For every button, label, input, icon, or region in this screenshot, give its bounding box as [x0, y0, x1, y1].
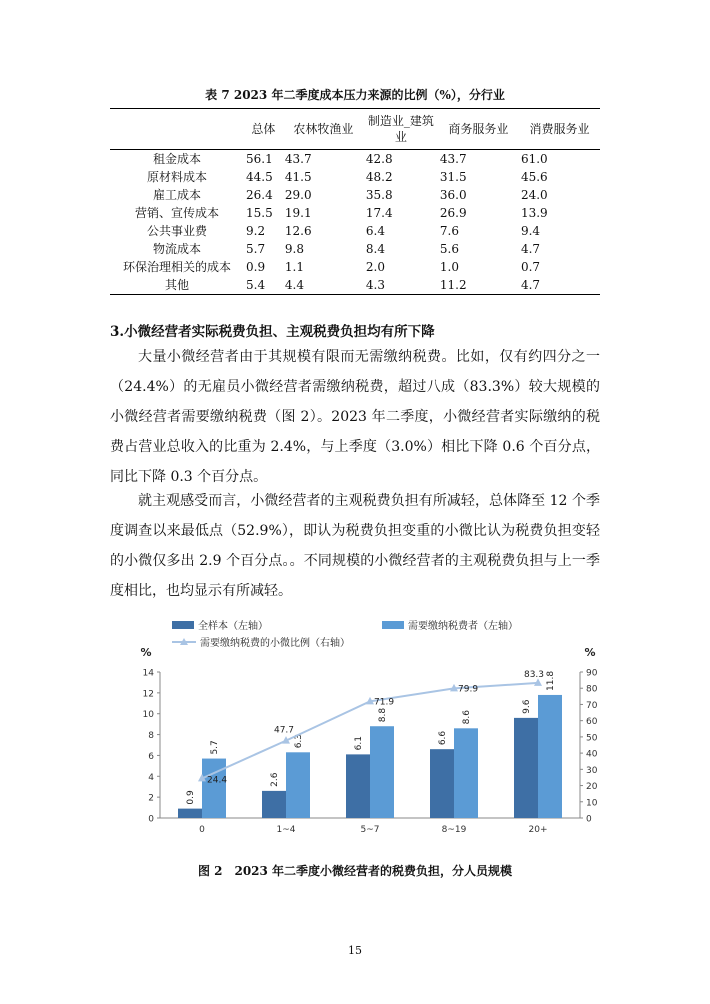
table-cell: 4.7 [520, 242, 541, 256]
left-axis-unit: % [140, 646, 152, 659]
line-value-label: 79.9 [458, 684, 479, 695]
table-cell: 9.4 [520, 224, 541, 238]
paragraph: 就主观感受而言，小微经营者的主观税费负担有所减轻，总体降至 12 个季度调查以来最低点（52.9%），即认为税费负担变重的小微比认为税费负担变轻的小微仅多出 2.9 个百分点。。不同规模的小微经营者的主观税费负担与上一季度相比，也均显示有所减轻。 [110, 493, 600, 599]
table-row [110, 240, 600, 258]
bar-value-label: 6.3 [294, 733, 304, 749]
table-cell: 36.0 [439, 188, 467, 202]
bar-full-sample [346, 754, 370, 818]
bar-value-label: 11.8 [546, 670, 556, 691]
header-cell [110, 109, 244, 150]
table-header-row [110, 109, 600, 150]
right-tick-label: 30 [586, 765, 598, 776]
bar-value-label: 9.6 [522, 699, 532, 714]
figure-caption: 图 2 2023 年二季度小微经营者的税费负担，分人员规模 [197, 864, 513, 878]
table-cell: 26.4 [246, 188, 273, 202]
table-cell: 0.9 [246, 260, 266, 274]
x-tick-label: 1~4 [276, 825, 296, 835]
legend-label: 全样本（左轴） [198, 621, 268, 632]
table-cell: 24.0 [520, 188, 548, 202]
bar-full-sample [178, 809, 202, 818]
right-tick-label: 90 [586, 668, 598, 679]
row-label: 租金成本 [152, 152, 201, 166]
table-cell: 6.4 [365, 224, 385, 238]
row-label: 原材料成本 [146, 170, 207, 184]
header-cell: 制造业_建筑业 [367, 114, 434, 144]
table-row [110, 222, 600, 240]
right-tick-label: 60 [586, 717, 598, 728]
table-row [110, 150, 600, 169]
table-cell: 45.6 [520, 170, 548, 184]
right-tick-label: 80 [586, 684, 598, 695]
table-cell: 9.2 [246, 224, 266, 238]
bar-value-label: 0.9 [186, 790, 196, 805]
row-label: 环保治理相关的成本 [122, 260, 231, 274]
header-cell: 总体 [251, 122, 276, 136]
table-cell: 5.7 [246, 242, 266, 256]
row-label: 公共事业费 [146, 224, 207, 238]
table-row [110, 276, 600, 295]
table-cell: 17.4 [365, 206, 393, 220]
left-tick-label: 14 [142, 668, 154, 679]
left-tick-label: 2 [148, 793, 154, 804]
table-row [110, 186, 600, 204]
bar-taxpayers [370, 726, 394, 818]
table-cell: 48.2 [365, 170, 393, 184]
bar-value-label: 5.7 [210, 740, 220, 755]
table-cell: 2.0 [365, 260, 385, 274]
left-tick-label: 4 [148, 772, 154, 783]
table-cell: 8.4 [365, 242, 385, 256]
bar-taxpayers [454, 728, 478, 818]
legend-label: 需要缴纳税费者（左轴） [408, 621, 518, 632]
legend-swatch-taxpayers [382, 621, 404, 629]
left-tick-label: 6 [148, 751, 154, 762]
x-tick-label: 20+ [528, 825, 548, 835]
right-tick-label: 10 [586, 798, 598, 809]
right-tick-label: 0 [586, 814, 592, 825]
left-tick-label: 0 [148, 814, 154, 825]
legend-label: 需要缴纳税费的小微比例（右轴） [200, 638, 350, 649]
bar-value-label: 6.1 [354, 736, 364, 751]
table-cell: 1.1 [284, 260, 304, 274]
table-row [110, 204, 600, 222]
cost-pressure-table [110, 108, 600, 295]
header-cell: 消费服务业 [529, 122, 590, 136]
row-label: 物流成本 [152, 242, 201, 256]
bar-value-label: 8.8 [378, 707, 388, 723]
header-cell: 农林牧渔业 [293, 122, 354, 136]
tax-burden-chart [120, 618, 610, 848]
table-cell: 4.4 [284, 278, 304, 292]
legend-swatch-full-sample [172, 621, 194, 629]
row-label: 营销、宣传成本 [134, 206, 219, 220]
table-cell: 43.7 [284, 152, 312, 166]
section-heading: 3.小微经营者实际税费负担、主观税费负担均有所下降 [110, 324, 435, 340]
table-cell: 43.7 [439, 152, 467, 166]
table-cell: 19.1 [284, 206, 312, 220]
bar-value-label: 6.6 [438, 730, 448, 746]
table-cell: 41.5 [284, 170, 312, 184]
line-value-label: 83.3 [523, 669, 545, 680]
table-cell: 0.7 [520, 260, 541, 274]
bar-full-sample [514, 718, 538, 818]
row-label: 其他 [164, 278, 189, 292]
header-cell: 商务服务业 [448, 122, 509, 136]
table-cell: 26.9 [439, 206, 467, 220]
left-tick-label: 10 [142, 710, 154, 721]
table-cell: 5.4 [246, 278, 266, 292]
paragraph: 大量小微经营者由于其规模有限而无需缴纳税费。比如，仅有约四分之一（24.4%）的无雇员小微经营者需缴纳税费，超过八成（83.3%）较大规模的小微经营者需要缴纳税费（图 2）。2023 年二季度，小微经营者实际缴纳的税费占营业总收入的比重为 2.4%，与上季度（3.0%）相比下降 0.6 个百分点，同比下降 0.3 个百分点。 [110, 349, 600, 485]
table-cell: 56.1 [246, 152, 273, 166]
table-cell: 44.5 [246, 170, 273, 184]
x-tick-label: 5~7 [360, 825, 380, 835]
table-cell: 29.0 [284, 188, 312, 202]
table-cell: 11.2 [439, 278, 467, 292]
table-cell: 4.3 [365, 278, 385, 292]
table-cell: 42.8 [365, 152, 393, 166]
line-value-label: 24.4 [207, 775, 228, 786]
bar-taxpayers [286, 752, 310, 818]
table-row [110, 258, 600, 276]
table-cell: 12.6 [284, 224, 312, 238]
table-cell: 61.0 [520, 152, 548, 166]
table-cell: 9.8 [284, 242, 304, 256]
bar-full-sample [430, 749, 454, 818]
table-cell: 31.5 [439, 170, 467, 184]
table-title: 表 7 2023 年二季度成本压力来源的比例（%），分行业 [205, 88, 505, 102]
table-cell: 7.6 [439, 224, 459, 238]
bar-value-label: 2.6 [270, 772, 280, 787]
x-tick-label: 0 [199, 825, 205, 835]
table-cell: 13.9 [520, 206, 548, 220]
line-value-label: 47.7 [273, 725, 295, 736]
table-cell: 35.8 [365, 188, 393, 202]
table-row [110, 168, 600, 186]
bar-taxpayers [538, 695, 562, 818]
right-axis-unit: % [584, 646, 596, 659]
bar-value-label: 8.6 [462, 709, 472, 725]
row-label: 雇工成本 [152, 188, 201, 202]
table-cell: 1.0 [439, 260, 459, 274]
bar-full-sample [262, 791, 286, 818]
table-cell: 4.7 [520, 278, 541, 292]
line-value-label: 71.9 [374, 697, 395, 708]
left-tick-label: 12 [142, 689, 154, 700]
page-number: 15 [348, 944, 362, 957]
right-tick-label: 70 [586, 700, 598, 711]
right-tick-label: 20 [586, 782, 598, 793]
table-cell: 5.6 [439, 242, 459, 256]
right-tick-label: 50 [586, 733, 598, 744]
table-cell: 15.5 [246, 206, 273, 220]
x-tick-label: 8~19 [441, 825, 467, 835]
bar-taxpayers [202, 759, 226, 818]
right-tick-label: 40 [586, 749, 598, 760]
left-tick-label: 8 [148, 731, 154, 742]
